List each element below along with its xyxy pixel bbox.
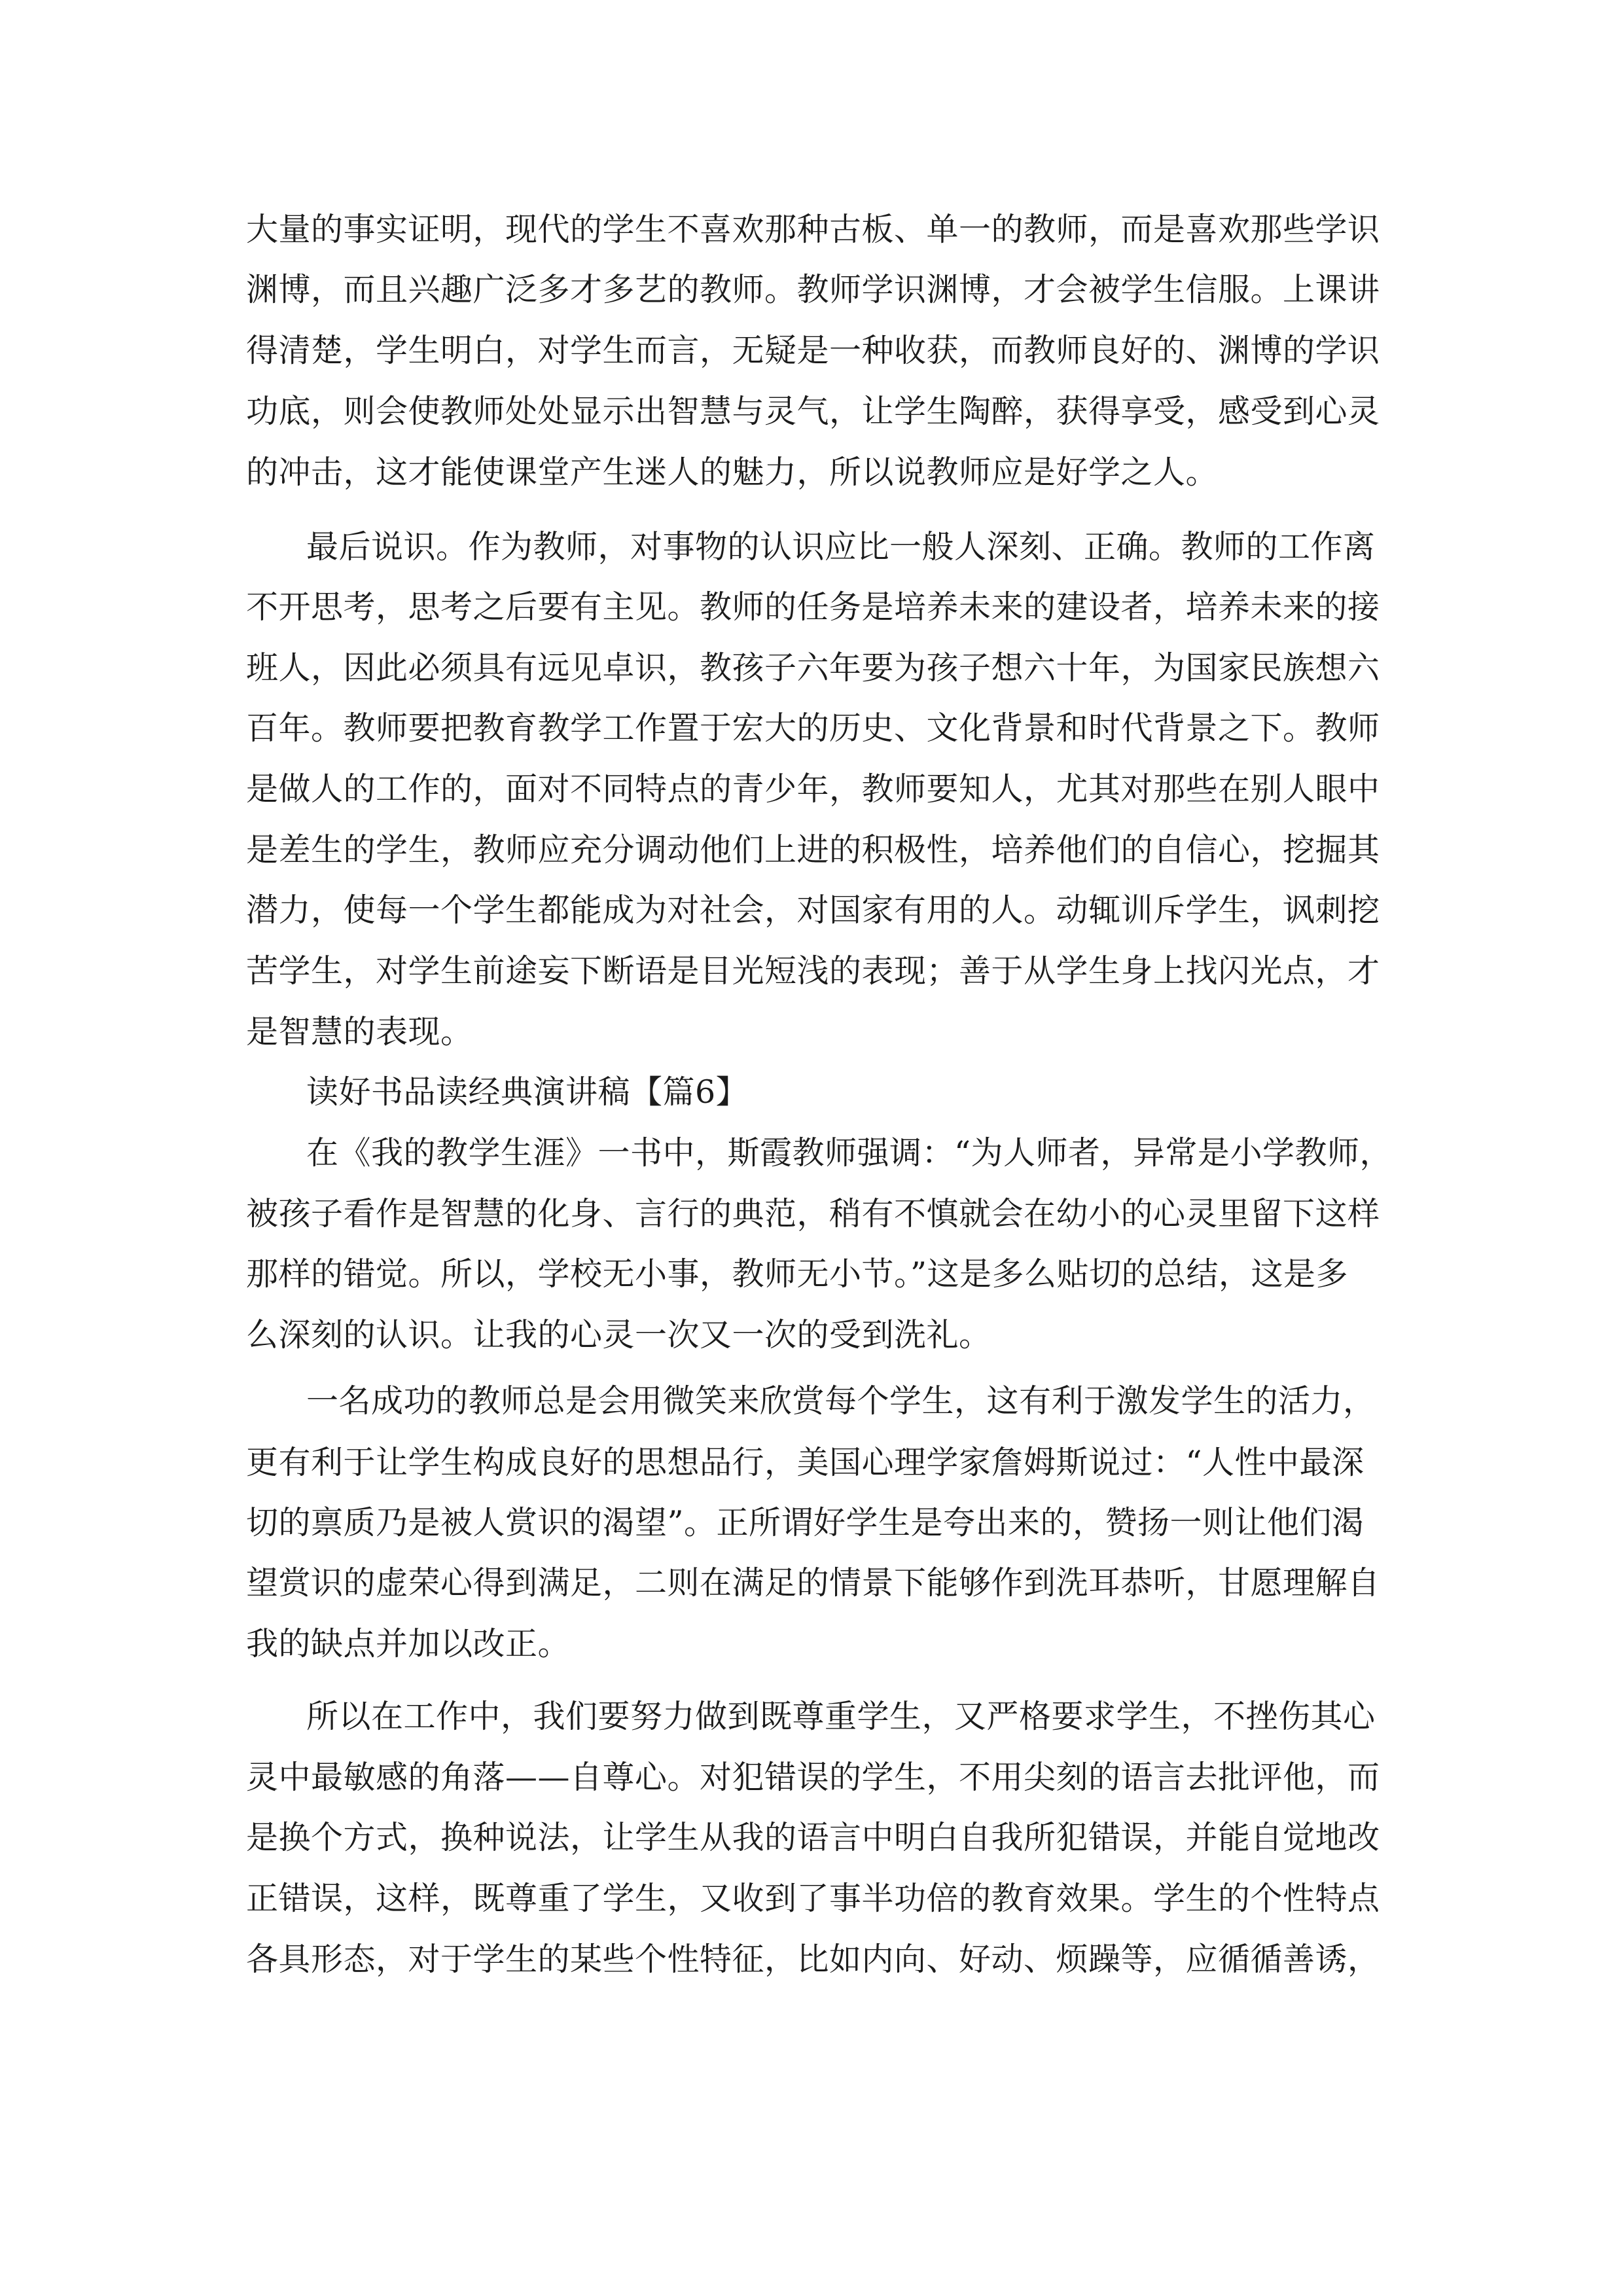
text-line: 是智慧的表现。 [246,1013,473,1050]
text-line: 各具形态，对于学生的某些个性特征，比如内向、好动、烦躁等，应循循善诱， [246,1941,1380,1978]
text-line: 在《我的教学生涯》一书中，斯霞教师强调：“为人师者，异常是小学教师， [306,1134,1393,1172]
text-line: 百年。教师要把教育教学工作置于宏大的历史、文化背景和时代背景之下。教师 [246,709,1380,747]
text-line: 是换个方式，换种说法，让学生从我的语言中明白自我所犯错误，并能自觉地改 [246,1819,1380,1856]
text-line: 灵中最敏感的角落——自尊心。对犯错误的学生，不用尖刻的语言去批评他，而 [246,1759,1380,1796]
text-line: 正错误，这样，既尊重了学生，又收到了事半功倍的教育效果。学生的个性特点 [246,1880,1380,1917]
text-line: 得清楚，学生明白，对学生而言，无疑是一种收获，而教师良好的、渊博的学识 [246,332,1380,369]
text-line: 更有利于让学生构成良好的思想品行，美国心理学家詹姆斯说过：“人性中最深 [246,1444,1364,1481]
text-line: 我的缺点并加以改正。 [246,1625,571,1662]
text-line: 不开思考，思考之后要有主见。教师的任务是培养未来的建设者，培养未来的接 [246,588,1380,626]
text-line: 那样的错觉。所以，学校无小事，教师无小节。”这是多么贴切的总结，这是多 [246,1255,1349,1293]
text-line: 是做人的工作的，面对不同特点的青少年，教师要知人，尤其对那些在别人眼中 [246,770,1380,808]
text-line: 班人，因此必须具有远见卓识，教孩子六年要为孩子想六十年，为国家民族想六 [246,649,1380,687]
text-line: 被孩子看作是智慧的化身、言行的典范，稍有不慎就会在幼小的心灵里留下这样 [246,1195,1380,1232]
text-line: 苦学生，对学生前途妄下断语是目光短浅的表现；善于从学生身上找闪光点，才 [246,952,1380,990]
text-line: 一名成功的教师总是会用微笑来欣赏每个学生，这有利于激发学生的活力， [306,1382,1376,1420]
text-line: 是差生的学生，教师应充分调动他们上进的积极性，培养他们的自信心，挖掘其 [246,831,1380,869]
text-line: 切的禀质乃是被人赏识的渴望”。正所谓好学生是夸出来的，赞扬一则让他们渴 [246,1504,1364,1541]
text-line: 大量的事实证明，现代的学生不喜欢那种古板、单一的教师，而是喜欢那些学识 [246,211,1380,248]
text-line: 潜力，使每一个学生都能成为对社会，对国家有用的人。动辄训斥学生，讽刺挖 [246,891,1380,929]
text-line: 最后说识。作为教师，对事物的认识应比一般人深刻、正确。教师的工作离 [306,528,1376,565]
text-line: 么深刻的认识。让我的心灵一次又一次的受到洗礼。 [246,1316,991,1354]
text-line: 渊博，而且兴趣广泛多才多艺的教师。教师学识渊博，才会被学生信服。上课讲 [246,271,1380,308]
text-line: 望赏识的虚荣心得到满足，二则在满足的情景下能够作到洗耳恭听，甘愿理解自 [246,1564,1380,1602]
section-heading: 读好书品读经典演讲稿【篇6】 [306,1073,749,1111]
text-line: 所以在工作中，我们要努力做到既尊重学生，又严格要求学生，不挫伤其心 [306,1698,1376,1735]
text-line: 功底，则会使教师处处显示出智慧与灵气，让学生陶醉，获得享受，感受到心灵 [246,393,1380,430]
text-line: 的冲击，这才能使课堂产生迷人的魅力，所以说教师应是好学之人。 [246,454,1219,491]
